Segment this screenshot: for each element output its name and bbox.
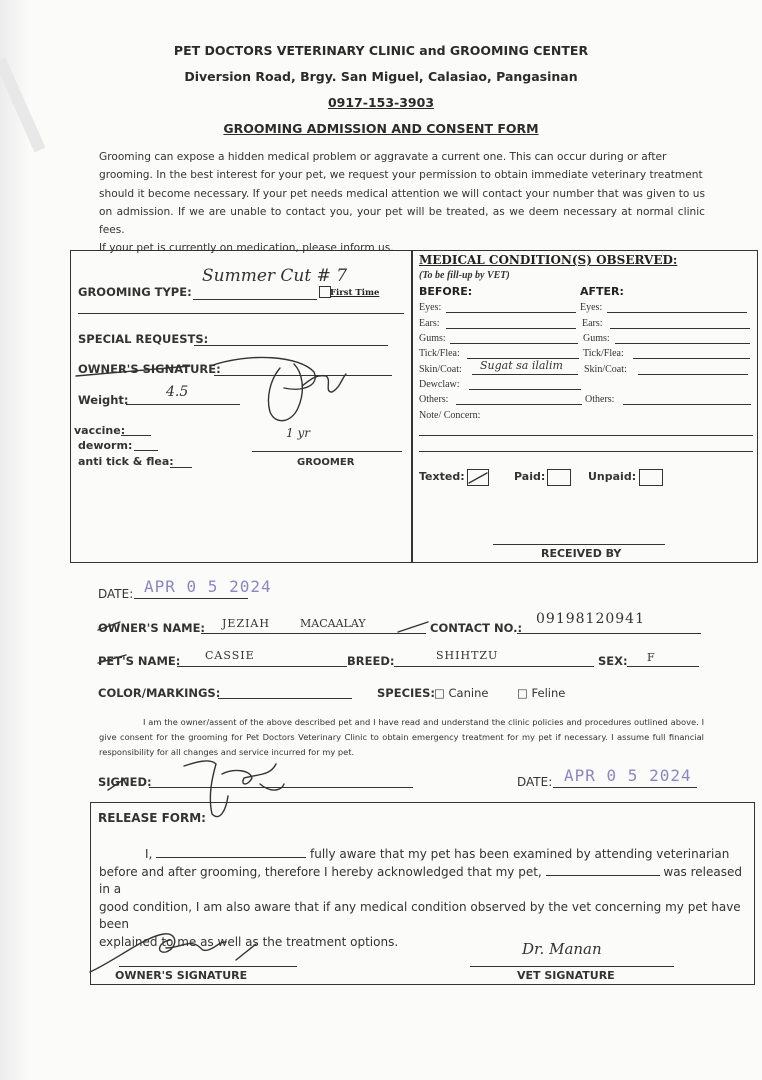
after-others-label: Others: (585, 394, 615, 405)
received-by-label: RECEIVED BY (541, 547, 622, 560)
grooming-type-label: GROOMING TYPE: (78, 285, 192, 299)
release-pet-name-blank[interactable] (546, 875, 660, 876)
before-gums-line[interactable] (450, 343, 578, 344)
after-ears-label: Ears: (582, 318, 603, 329)
vaccine-label: vaccine: (74, 424, 126, 437)
after-tick-label: Tick/Flea: (583, 348, 624, 359)
release-line-4: good condition, I am also aware that if any medical condition observed by the vet concerning my pet have been (99, 899, 741, 931)
after-gums-label: Gums: (583, 333, 610, 344)
after-gums-line[interactable] (615, 343, 750, 344)
note-line-2[interactable] (419, 451, 753, 452)
vet-signature-label: VET SIGNATURE (517, 969, 615, 982)
breed-line[interactable] (394, 666, 594, 667)
special-requests-label: SPECIAL REQUESTS: (78, 332, 209, 346)
pets-name-value[interactable]: CASSIE (205, 649, 255, 662)
texted-label: Texted: (419, 470, 465, 483)
vet-signature-value: Dr. Manan (522, 940, 602, 958)
contact-label: CONTACT NO.: (430, 621, 523, 635)
clinic-phone: 0917-153-3903 (327, 95, 435, 110)
sex-line[interactable] (627, 666, 699, 667)
date-label: DATE: (98, 587, 134, 601)
signed-label: SIGNED: (98, 775, 152, 789)
note-line-1[interactable] (419, 435, 753, 436)
deworm-line[interactable] (134, 450, 158, 451)
before-others-label: Others: (419, 394, 449, 405)
groomer-label: GROOMER (297, 457, 355, 468)
release-line-5: explained to me as well as the treatment options. (99, 934, 399, 949)
before-dewclaw-label: Dewclaw: (419, 379, 460, 390)
weight-line (126, 404, 240, 405)
scan-edge-shadow (0, 0, 30, 1080)
species-feline-option[interactable]: □ Feline (517, 686, 566, 700)
breed-value[interactable]: SHIHTZU (436, 649, 499, 662)
grooming-type-value[interactable]: Summer Cut # 7 (202, 266, 348, 286)
owners-signature-label: OWNER'S SIGNATURE: (78, 362, 221, 376)
before-eyes-line[interactable] (446, 312, 576, 313)
section-divider (411, 250, 413, 563)
paid-checkbox[interactable] (547, 469, 571, 486)
before-gums-label: Gums: (419, 333, 446, 344)
date2-line[interactable] (553, 787, 697, 788)
intro-line: If your pet is currently on medication, please inform us. (99, 242, 394, 255)
vet-signature-line[interactable] (470, 966, 674, 967)
release-owner-signature-label: OWNER'S SIGNATURE (115, 969, 248, 982)
grooming-extra-line (78, 313, 404, 314)
after-skin-label: Skin/Coat: (584, 364, 627, 375)
before-ears-label: Ears: (419, 318, 440, 329)
pets-name-strike (98, 651, 138, 671)
owners-signature-top-drawing (70, 352, 370, 432)
owners-last-name-value[interactable]: MACAALAY (300, 617, 366, 630)
release-line-1 (99, 846, 749, 864)
medical-subtitle: (To be fill-up by VET) (419, 270, 510, 281)
clinic-address: Diversion Road, Brgy. San Miguel, Calasiao, Pangasinan (184, 69, 578, 84)
sex-value[interactable]: F (647, 651, 655, 664)
owners-name-label: OWNER'S NAME: (98, 621, 206, 635)
pets-name-label: PET'S NAME: (98, 654, 181, 668)
release-text-part3: was released in a (99, 864, 742, 896)
contact-value[interactable]: 09198120941 (536, 611, 645, 627)
contact-line[interactable] (517, 633, 701, 634)
release-title: RELEASE FORM: (98, 811, 206, 825)
form-title: GROOMING ADMISSION AND CONSENT FORM (223, 121, 539, 136)
texted-check-mark (467, 469, 489, 485)
anti-tick-line[interactable] (170, 467, 192, 468)
deworm-label: deworm: (78, 439, 133, 452)
consent-line: I am the owner/assent of the above described pet and I have read and understand the clinic policies and procedures outlined above. (143, 717, 699, 727)
before-skin-label: Skin/Coat: (419, 364, 462, 375)
owners-first-name-value[interactable]: JEZIAH (222, 617, 270, 630)
date2-stamp: APR 0 5 2024 (564, 766, 692, 785)
consent-line: responsibility for all changes and service incurred for my pet. (99, 747, 355, 757)
before-eyes-label: Eyes: (419, 302, 442, 313)
consent-line: I give consent for the grooming for Pet Doctors Veterinary Clinic to obtain emergency treatment for my pet if necessary. I assume full financial (99, 717, 705, 742)
release-line-2 (99, 864, 749, 899)
breed-label: BREED: (347, 654, 395, 668)
intro-line: Grooming can expose a hidden medical problem or aggravate a current one. This can occur during or after (99, 151, 667, 163)
before-ears-line[interactable] (446, 328, 576, 329)
release-text-part2: before and after grooming, therefore I hereby acknowledged that my pet, (99, 864, 542, 879)
intro-line: should it become necessary. If your pet needs medical attention we will contact your number that was given to us (99, 187, 706, 200)
color-markings-label: COLOR/MARKINGS: (98, 686, 221, 700)
unpaid-checkbox[interactable] (639, 469, 663, 486)
consent-paragraph (99, 715, 704, 760)
paid-label: Paid: (514, 470, 546, 483)
weight-value[interactable]: 4.5 (166, 384, 189, 400)
after-tick-line[interactable] (633, 358, 750, 359)
special-requests-line[interactable] (194, 345, 388, 346)
owners-name-strike (98, 618, 438, 638)
weight-label: Weight: (78, 393, 129, 407)
release-owner-signature-line[interactable] (119, 966, 297, 967)
grooming-type-line (193, 299, 317, 300)
date-line[interactable] (134, 598, 248, 599)
unpaid-label: Unpaid: (588, 470, 637, 483)
first-time-label: First Time (330, 288, 380, 298)
intro-paragraph (99, 148, 705, 258)
clinic-name: PET DOCTORS VETERINARY CLINIC and GROOMING CENTER (173, 43, 589, 58)
color-markings-line[interactable] (218, 698, 352, 699)
note-label: Note/ Concern: (419, 410, 481, 421)
vaccine-line[interactable] (121, 435, 151, 436)
after-ears-line[interactable] (610, 328, 750, 329)
species-label: SPECIES: (377, 686, 436, 700)
release-owner-name-blank[interactable] (156, 857, 306, 858)
species-canine-option[interactable]: □ Canine (434, 686, 489, 700)
before-tick-label: Tick/Flea: (419, 348, 460, 359)
release-text-prefix: I, (145, 847, 153, 861)
age-value[interactable]: 1 yr (286, 426, 310, 440)
after-eyes-line[interactable] (607, 312, 747, 313)
intro-line: on admission. If we are unable to contact you, your pet will be treated, as we deem necessary at normal clinic fees. (99, 205, 705, 237)
received-by-line[interactable] (493, 544, 665, 545)
date2-label: DATE: (517, 775, 553, 789)
before-dewclaw-line[interactable] (469, 389, 581, 390)
after-others-line[interactable] (623, 404, 751, 405)
anti-tick-label: anti tick & flea: (78, 455, 174, 468)
medical-title: MEDICAL CONDITION(S) OBSERVED: (419, 253, 678, 267)
after-skin-line[interactable] (638, 374, 748, 375)
before-skin-value[interactable]: Sugat sa ilalim (480, 359, 563, 372)
pets-name-line[interactable] (177, 666, 347, 667)
before-label: BEFORE: (419, 285, 473, 298)
sex-label: SEX: (598, 654, 628, 668)
after-eyes-label: Eyes: (580, 302, 603, 313)
before-skin-line[interactable] (472, 374, 578, 375)
date-stamp: APR 0 5 2024 (144, 577, 272, 596)
intro-line: grooming. In the best interest for your pet, we request your permission to obtain immediate veterinary treatment (99, 169, 703, 182)
after-label: AFTER: (580, 285, 624, 298)
before-others-line[interactable] (456, 404, 582, 405)
release-text-part1: fully aware that my pet has been examined by attending veterinarian (310, 847, 730, 861)
groomer-line[interactable] (252, 451, 402, 452)
